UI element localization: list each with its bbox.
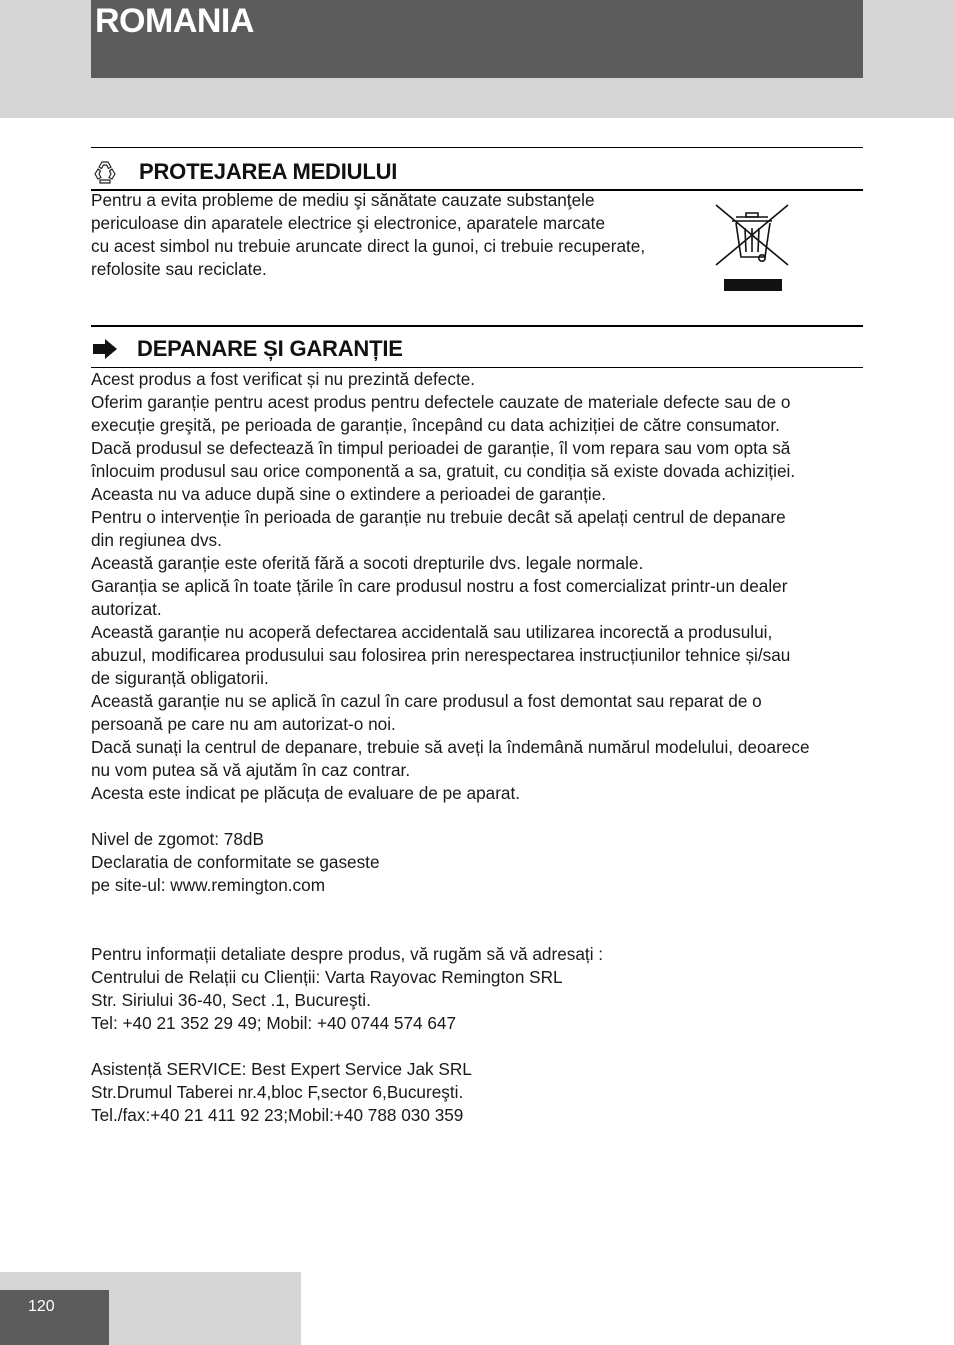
recycle-icon	[91, 158, 119, 186]
page-title: ROMANIA	[95, 2, 254, 40]
crossed-out-wheelie-bin-icon	[714, 203, 790, 293]
paragraph-line: refolosite sau reciclate.	[91, 259, 267, 279]
service-line: Asistență SERVICE: Best Expert Service Jak SRL	[91, 1059, 472, 1079]
service-line: Str.Drumul Taberei nr.4,bloc F,sector 6,Bucureşti.	[91, 1082, 464, 1102]
section2-header	[91, 333, 403, 365]
page-number: 120	[28, 1298, 55, 1315]
section1-header	[91, 156, 397, 188]
arrow-right-icon	[91, 337, 119, 361]
section2-top-rule	[91, 325, 863, 327]
paragraph-line: autorizat.	[91, 599, 162, 619]
service-line: Tel./fax:+40 21 411 92 23;Mobil:+40 788 030 359	[91, 1105, 464, 1125]
paragraph-line: Această garanție nu se aplică în cazul în care produsul a fost demontat sau reparat de o	[91, 691, 762, 711]
website-line: pe site-ul: www.remington.com	[91, 875, 326, 895]
paragraph-line: Acesta este indicat pe plăcuța de evaluare de pe aparat.	[91, 783, 521, 803]
paragraph-line: Dacă sunați la centrul de depanare, trebuie să aveți la îndemână numărul modelului, deoarece	[91, 737, 810, 757]
section1-body	[91, 189, 711, 281]
paragraph-line: abuzul, modificarea produsului sau folosirea prin nerespectarea instrucțiunilor tehnice și/sau	[91, 645, 791, 665]
paragraph-line: de siguranță obligatorii.	[91, 668, 269, 688]
section1-top-rule	[91, 147, 863, 148]
contact-line: Tel: +40 21 352 29 49; Mobil: +40 0744 574 647	[91, 1013, 457, 1033]
paragraph-line: cu acest simbol nu trebuie aruncate direct la gunoi, ci trebuie recuperate,	[91, 236, 646, 256]
header-title-bar	[91, 0, 863, 78]
paragraph-line: Oferim garanție pentru acest produs pentru defectele cauzate de materiale defecte sau de o	[91, 392, 791, 412]
section2-heading: DEPANARE ȘI GARANȚIE	[137, 336, 403, 361]
paragraph-line: Garanția se aplică în toate țările în care produsul nostru a fost comercializat printr-un dealer	[91, 576, 788, 596]
paragraph-line: Aceasta nu va aduce după sine o extindere a perioadei de garanție.	[91, 484, 607, 504]
noise-level-line: Nivel de zgomot: 78dB	[91, 829, 264, 849]
paragraph-line: Pentru a evita probleme de mediu şi sănătate cauzate substanţele	[91, 190, 595, 210]
paragraph-line: Acest produs a fost verificat și nu prezintă defecte.	[91, 369, 476, 389]
paragraph-line: Dacă produsul se defectează în timpul perioadei de garanție, îl vom repara sau vom opta să	[91, 438, 791, 458]
contact-line: Str. Siriului 36-40, Sect .1, Bucureşti.	[91, 990, 371, 1010]
paragraph-line: Pentru o intervenție în perioada de garanție nu trebuie decât să apelați centrul de depanare	[91, 507, 786, 527]
paragraph-line: din regiunea dvs.	[91, 530, 222, 550]
paragraph-line: Această garanție nu acoperă defectarea accidentală sau utilizarea incorectă a produsului,	[91, 622, 773, 642]
paragraph-line: execuție greşită, pe perioada de garanție, începând cu data achiziției de către consumator.	[91, 415, 780, 435]
paragraph-line: Această garanție este oferită fără a socoti drepturile dvs. legale normale.	[91, 553, 644, 573]
paragraph-line: nu vom putea să vă ajutăm în caz contrar.	[91, 760, 411, 780]
section1-heading: PROTEJAREA MEDIULUI	[139, 159, 398, 184]
conformity-line: Declaratia de conformitate se gaseste	[91, 852, 380, 872]
section2-body	[91, 368, 863, 1127]
paragraph-line: periculoase din aparatele electrice şi electronice, aparatele marcate	[91, 213, 605, 233]
paragraph-line: persoană pe care nu am autorizat-o noi.	[91, 714, 396, 734]
paragraph-line: înlocuim produsul sau orice componentă a sa, gratuit, cu condiția să existe dovada achiziției.	[91, 461, 796, 481]
contact-line: Pentru informații detaliate despre produs, vă rugăm să vă adresați :	[91, 944, 604, 964]
page-number-box	[0, 1290, 109, 1345]
contact-line: Centrului de Relații cu Clienții: Varta Rayovac Remington SRL	[91, 967, 563, 987]
